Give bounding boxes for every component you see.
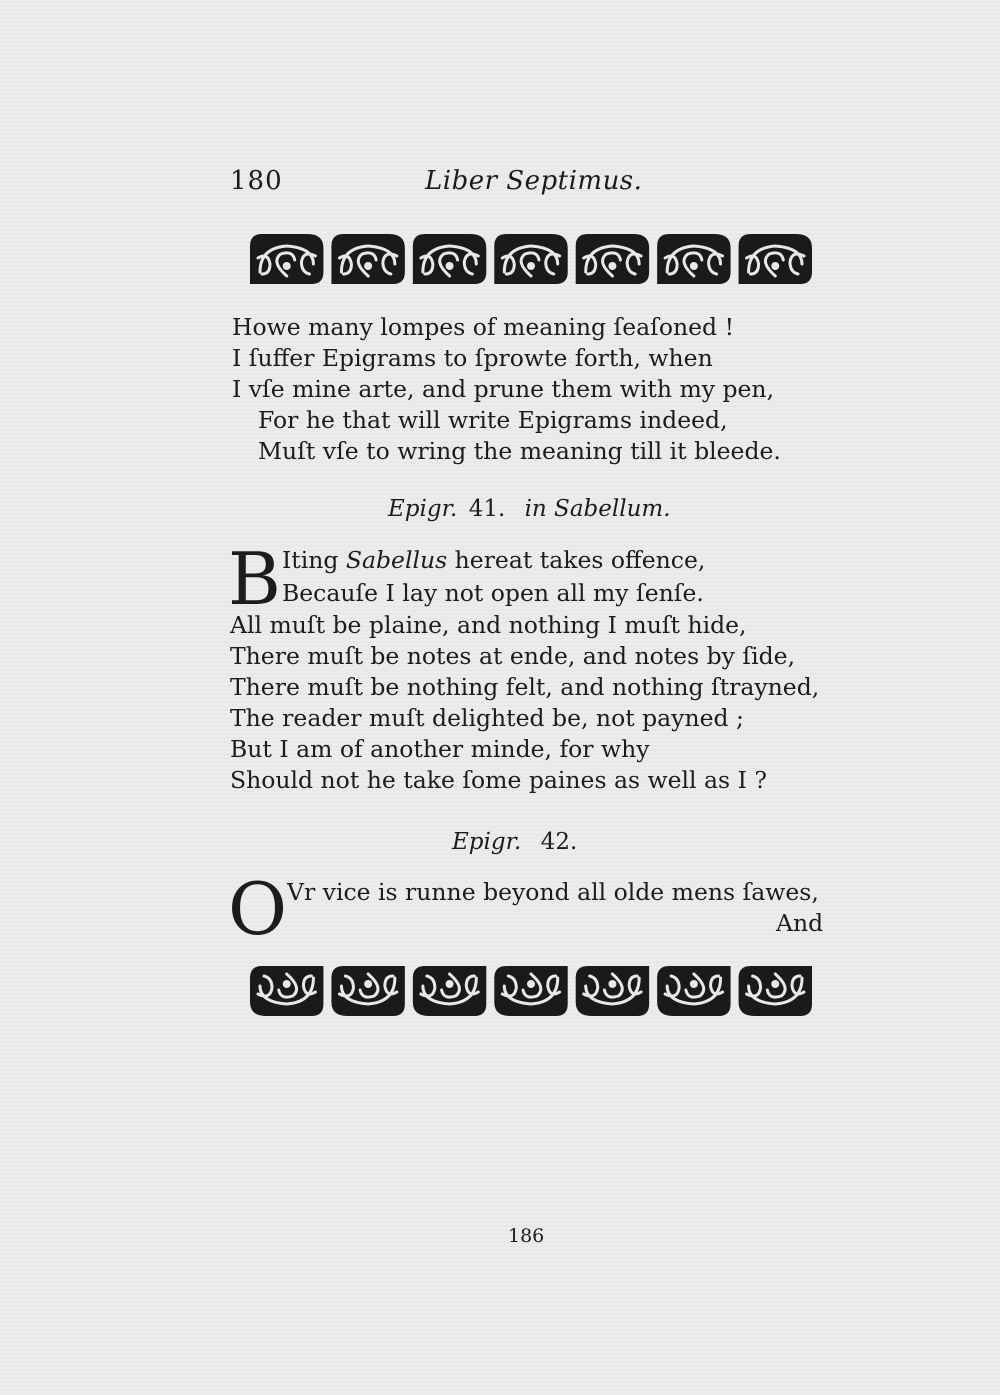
epigram-42-label: Epigr. [452,829,522,855]
ornament-unit [413,234,486,284]
opening-line-4: For he that will write Epigrams indeed, [258,406,728,434]
epigram-41-subject: in Sabellum. [524,496,671,522]
page-number-top: 180 [230,166,283,196]
epigram-41-line-1 [282,546,706,574]
ornament-unit [494,966,567,1016]
running-title: Liber Septimus. [425,166,643,196]
opening-line-3: I vſe mine arte, and prune them with my pen, [232,375,775,403]
ornament-unit [576,966,649,1016]
sabellus-name: Sabellus [345,546,448,574]
ornament-unit [576,234,649,284]
epigram-41-line-3: All muſt be plaine, and nothing I muſt hide, [230,611,747,639]
ornament-unit [657,966,730,1016]
ornament-unit [250,966,323,1016]
opening-line-5: Muſt vſe to wring the meaning till it bleede. [258,437,781,465]
epigram-41-line-4: There muſt be notes at ende, and notes by ſide, [230,642,796,670]
ornament-unit [413,966,486,1016]
ornament-unit [739,234,812,284]
epigram-42-line-1: Vr vice is runne beyond all olde mens ſawes, [287,878,819,906]
ornament-unit [494,234,567,284]
line-1-text-end: hereat takes offence, [447,546,706,574]
epigram-41-line-8: Should not he take ſome paines as well as I ? [230,766,767,794]
catchword: And [776,909,824,937]
epigram-41-line-2: Becauſe I lay not open all my ſenſe. [282,579,704,607]
opening-line-2: I ſuffer Epigrams to ſprowte forth, when [232,344,713,372]
epigram-41-number: 41. [468,496,506,522]
epigram-41-label: Epigr. [388,496,458,522]
epigram-42-heading [452,831,577,854]
line-1-text-start: Iting [282,546,346,574]
epigram-42-drop-cap: O [228,867,288,951]
ornament-band-bottom [246,960,816,1022]
epigram-41-line-5: There muſt be nothing felt, and nothing ſtrayned, [230,673,820,701]
epigram-41-line-7: But I am of another minde, for why [230,735,650,763]
ornament-unit [657,234,730,284]
epigram-41-drop-cap: B [228,537,281,621]
ornament-unit [331,966,404,1016]
ornament-unit [739,966,812,1016]
epigram-42-number: 42. [540,829,578,855]
epigram-41-line-6: The reader muſt delighted be, not payned ; [230,704,744,732]
opening-line-1: Howe many lompes of meaning ſeaſoned ! [232,313,735,341]
page-number-bottom: 186 [508,1225,545,1247]
ornament-unit [250,234,323,284]
ornament-band-top [246,228,816,290]
epigram-41-heading [388,498,671,521]
ornament-unit [331,234,404,284]
